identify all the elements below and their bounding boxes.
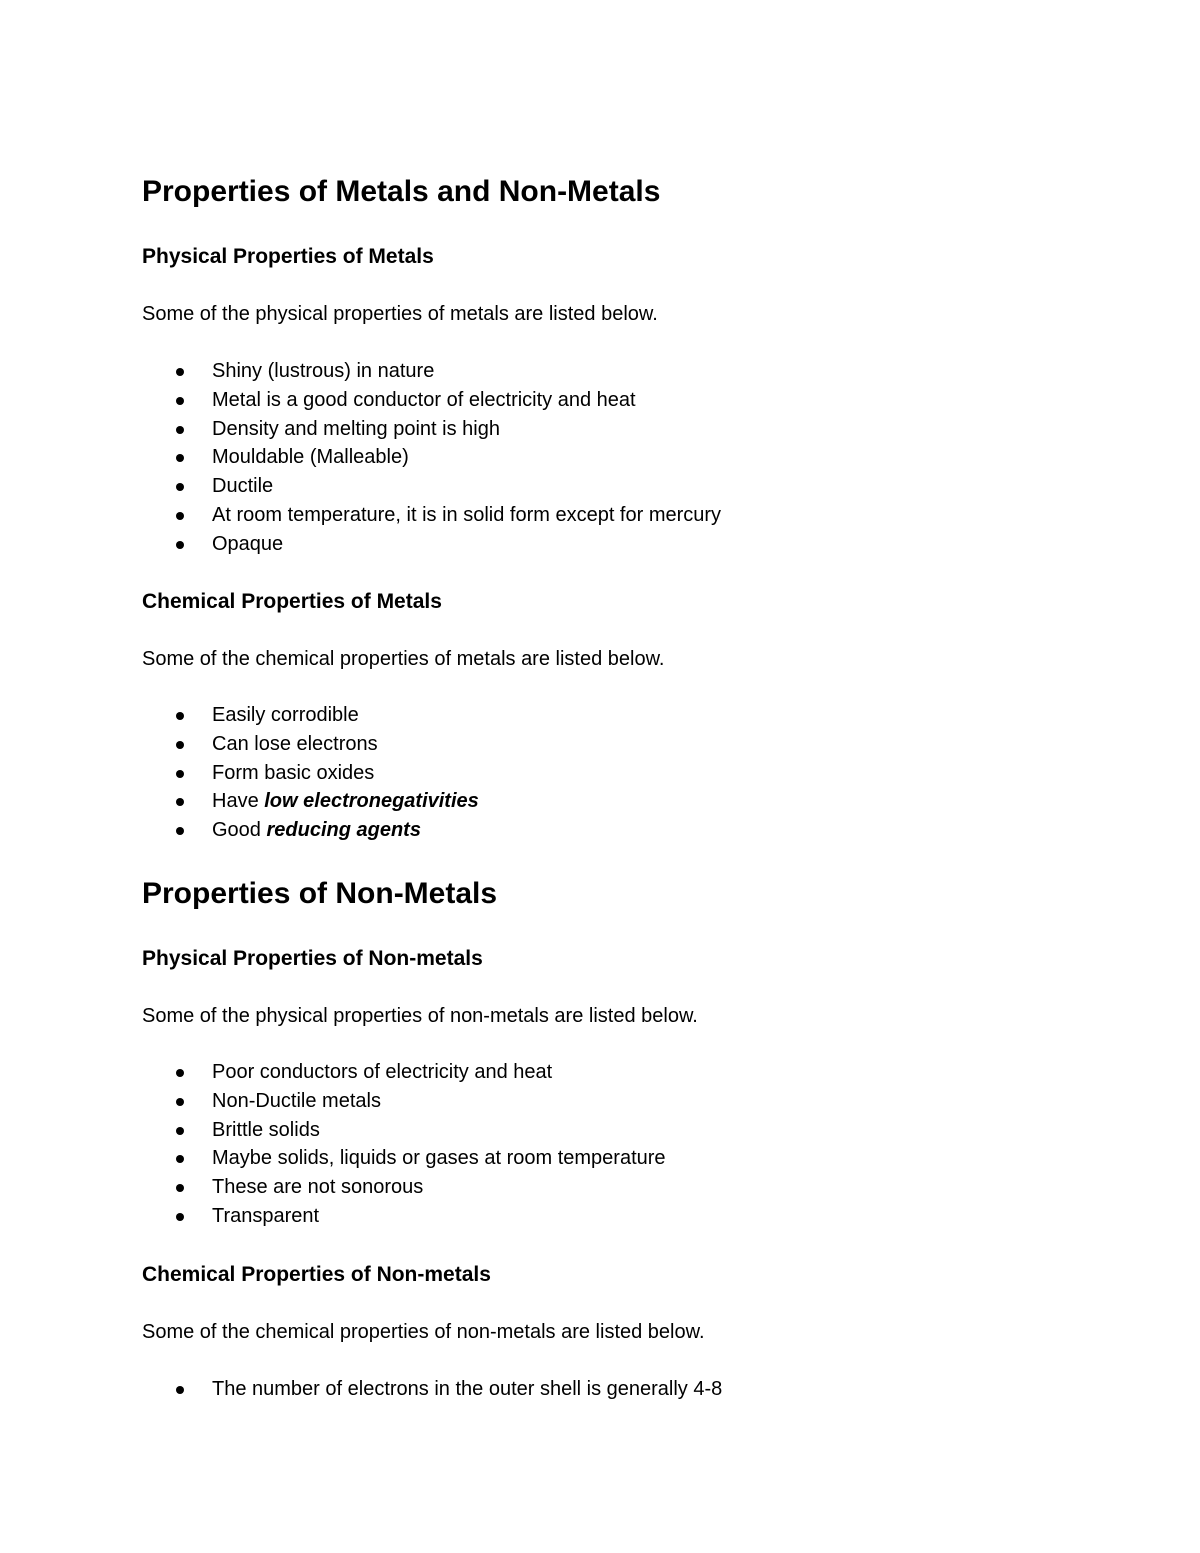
bullet-icon <box>176 1127 184 1135</box>
emphasis-text: low electronegativities <box>264 790 479 813</box>
bullet-icon <box>176 454 184 462</box>
list-item-text: Have low electronegativities <box>212 790 479 813</box>
bullet-icon <box>176 426 184 434</box>
bullet-icon <box>176 397 184 405</box>
document-page: Properties of Metals and Non-Metals Physical Properties of Metals Some of the physical properties of metals are listed below. Shiny (lustrous) in nature Metal is a good conductor of electricity and heat Density and melting point is high Mouldable (Malleable) Ductile At room temperature, it is in solid form except for mercury Opaque Chemical Properties of Metals Some of the chemical properties of metals are listed below. Easily corrodible Can lose electrons Form basic oxides Have low electronegativities Good reducing agents Properties of Non-Metals Physical Properties of Non-metals Some of the physical properties of non-metals are listed below. Poor conductors of electricity and heat Non-Ductile metals Brittle solids Maybe solids, liquids or gases at room temperature These are not sonorous Transparent Chemical Properties of Non-metals Some of the chemical properties of non-metals are listed below. The number of electrons in the outer shell is generally 4-8 <box>142 175 723 1400</box>
section-heading-physical-metals: Physical Properties of Metals <box>142 245 434 268</box>
bullet-icon <box>176 770 184 778</box>
bullet-icon <box>176 1184 184 1192</box>
intro-physical-metals: Some of the physical properties of metals are listed below. <box>142 303 658 325</box>
section-title-non-metals: Properties of Non-Metals <box>142 877 498 910</box>
section-heading-chemical-metals: Chemical Properties of Metals <box>142 590 442 613</box>
page-title: Properties of Metals and Non-Metals <box>142 175 661 208</box>
emphasis-text: reducing agents <box>266 819 421 841</box>
section-heading-chemical-non-metals: Chemical Properties of Non-metals <box>142 1263 491 1286</box>
bullet-icon <box>176 1213 184 1221</box>
bullet-icon <box>176 741 184 749</box>
bullet-icon <box>176 1098 184 1106</box>
intro-chemical-metals: Some of the chemical properties of metals are listed below. <box>142 648 665 670</box>
intro-physical-non-metals: Some of the physical properties of non-metals are listed below. <box>142 1005 698 1027</box>
bullet-icon <box>176 712 184 720</box>
bullet-icon <box>176 1155 184 1163</box>
bullet-icon <box>176 541 184 549</box>
bullet-icon <box>176 1069 184 1077</box>
bullet-icon <box>176 827 184 835</box>
bullet-icon <box>176 1386 184 1394</box>
bullet-icon <box>176 483 184 491</box>
intro-chemical-non-metals: Some of the chemical properties of non-metals are listed below. <box>142 1321 705 1343</box>
section-heading-physical-non-metals: Physical Properties of Non-metals <box>142 947 483 970</box>
bullet-icon <box>176 798 184 806</box>
list-item-text: Good reducing agents <box>212 819 421 841</box>
bullet-icon <box>176 512 184 520</box>
bullet-icon <box>176 368 184 376</box>
